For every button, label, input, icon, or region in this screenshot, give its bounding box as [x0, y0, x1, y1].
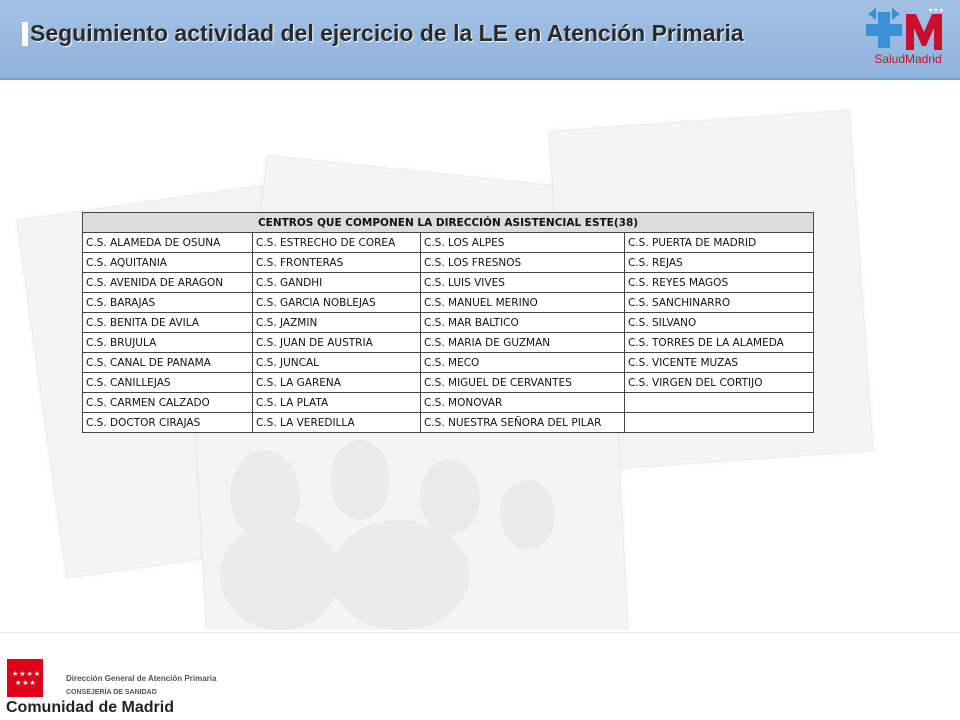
table-cell: C.S. LA VEREDILLA	[253, 413, 421, 433]
table-cell: C.S. LOS ALPES	[421, 233, 625, 253]
footer-comunidad: Comunidad de Madrid	[6, 699, 174, 716]
table-cell	[625, 393, 814, 413]
table-row	[83, 333, 814, 353]
footer-divider	[0, 632, 960, 633]
svg-text:★★★: ★★★	[928, 7, 945, 14]
centers-table	[82, 212, 814, 433]
table-cell: C.S. BARAJAS	[83, 293, 253, 313]
table-cell: C.S. NUESTRA SEÑORA DEL PILAR	[421, 413, 625, 433]
table-cell: C.S. AVENIDA DE ARAGON	[83, 273, 253, 293]
table-cell: C.S. SILVANO	[625, 313, 814, 333]
table-cell: C.S. LOS FRESNOS	[421, 253, 625, 273]
table-header-row	[83, 213, 814, 233]
table-cell: C.S. BENITA DE AVILA	[83, 313, 253, 333]
header-bar	[0, 0, 960, 80]
table-row	[83, 373, 814, 393]
table-cell: C.S. LUIS VIVES	[421, 273, 625, 293]
table-cell: C.S. SANCHINARRO	[625, 293, 814, 313]
salud-madrid-wordmark: SaludMadrid	[874, 52, 942, 66]
table-cell: C.S. LA GARENA	[253, 373, 421, 393]
table-cell: C.S. GANDHI	[253, 273, 421, 293]
table-cell: C.S. REJAS	[625, 253, 814, 273]
table-row	[83, 353, 814, 373]
table-cell: C.S. LA PLATA	[253, 393, 421, 413]
table-row	[83, 313, 814, 333]
table-cell: C.S. JUAN DE AUSTRIA	[253, 333, 421, 353]
page-title: Seguimiento actividad del ejercicio de la LE en Atención Primaria	[30, 20, 744, 46]
table-row	[83, 293, 814, 313]
table-cell: C.S. JUNCAL	[253, 353, 421, 373]
table-cell: C.S. AQUITANIA	[83, 253, 253, 273]
table-cell: C.S. ALAMEDA DE OSUNA	[83, 233, 253, 253]
table-cell: C.S. MAR BALTICO	[421, 313, 625, 333]
table-cell: C.S. TORRES DE LA ALAMEDA	[625, 333, 814, 353]
table-cell: C.S. MONOVAR	[421, 393, 625, 413]
table-cell: C.S. CARMEN CALZADO	[83, 393, 253, 413]
table-cell: C.S. PUERTA DE MADRID	[625, 233, 814, 253]
table-cell: C.S. MANUEL MERINO	[421, 293, 625, 313]
title-accent-bar	[22, 22, 28, 46]
table-cell: C.S. JAZMIN	[253, 313, 421, 333]
table-cell: C.S. REYES MAGOS	[625, 273, 814, 293]
table-cell: C.S. MARIA DE GUZMAN	[421, 333, 625, 353]
table-cell: C.S. DOCTOR CIRAJAS	[83, 413, 253, 433]
table-cell: C.S. MIGUEL DE CERVANTES	[421, 373, 625, 393]
table-cell: C.S. BRUJULA	[83, 333, 253, 353]
table-row	[83, 253, 814, 273]
footer-consejeria: CONSEJERÍA DE SANIDAD	[66, 689, 157, 696]
table-row	[83, 273, 814, 293]
madrid-flag-logo: ★★★★ ★★★	[7, 659, 43, 697]
table-cell	[625, 413, 814, 433]
table-row	[83, 393, 814, 413]
table-cell: C.S. ESTRECHO DE COREA	[253, 233, 421, 253]
table-cell: C.S. CANILLEJAS	[83, 373, 253, 393]
table-cell: C.S. VICENTE MUZAS	[625, 353, 814, 373]
table-cell: C.S. CANAL DE PANAMA	[83, 353, 253, 373]
table-cell: C.S. GARCIA NOBLEJAS	[253, 293, 421, 313]
footer-direccion-general: Dirección General de Atención Primaria	[66, 674, 217, 683]
table-cell: C.S. FRONTERAS	[253, 253, 421, 273]
table-cell: C.S. MECO	[421, 353, 625, 373]
table-row	[83, 413, 814, 433]
table-cell: C.S. VIRGEN DEL CORTIJO	[625, 373, 814, 393]
table-body	[83, 233, 814, 433]
table-row	[83, 233, 814, 253]
table-title: CENTROS QUE COMPONEN LA DIRECCIÓN ASISTENCIAL ESTE(38)	[83, 213, 814, 233]
